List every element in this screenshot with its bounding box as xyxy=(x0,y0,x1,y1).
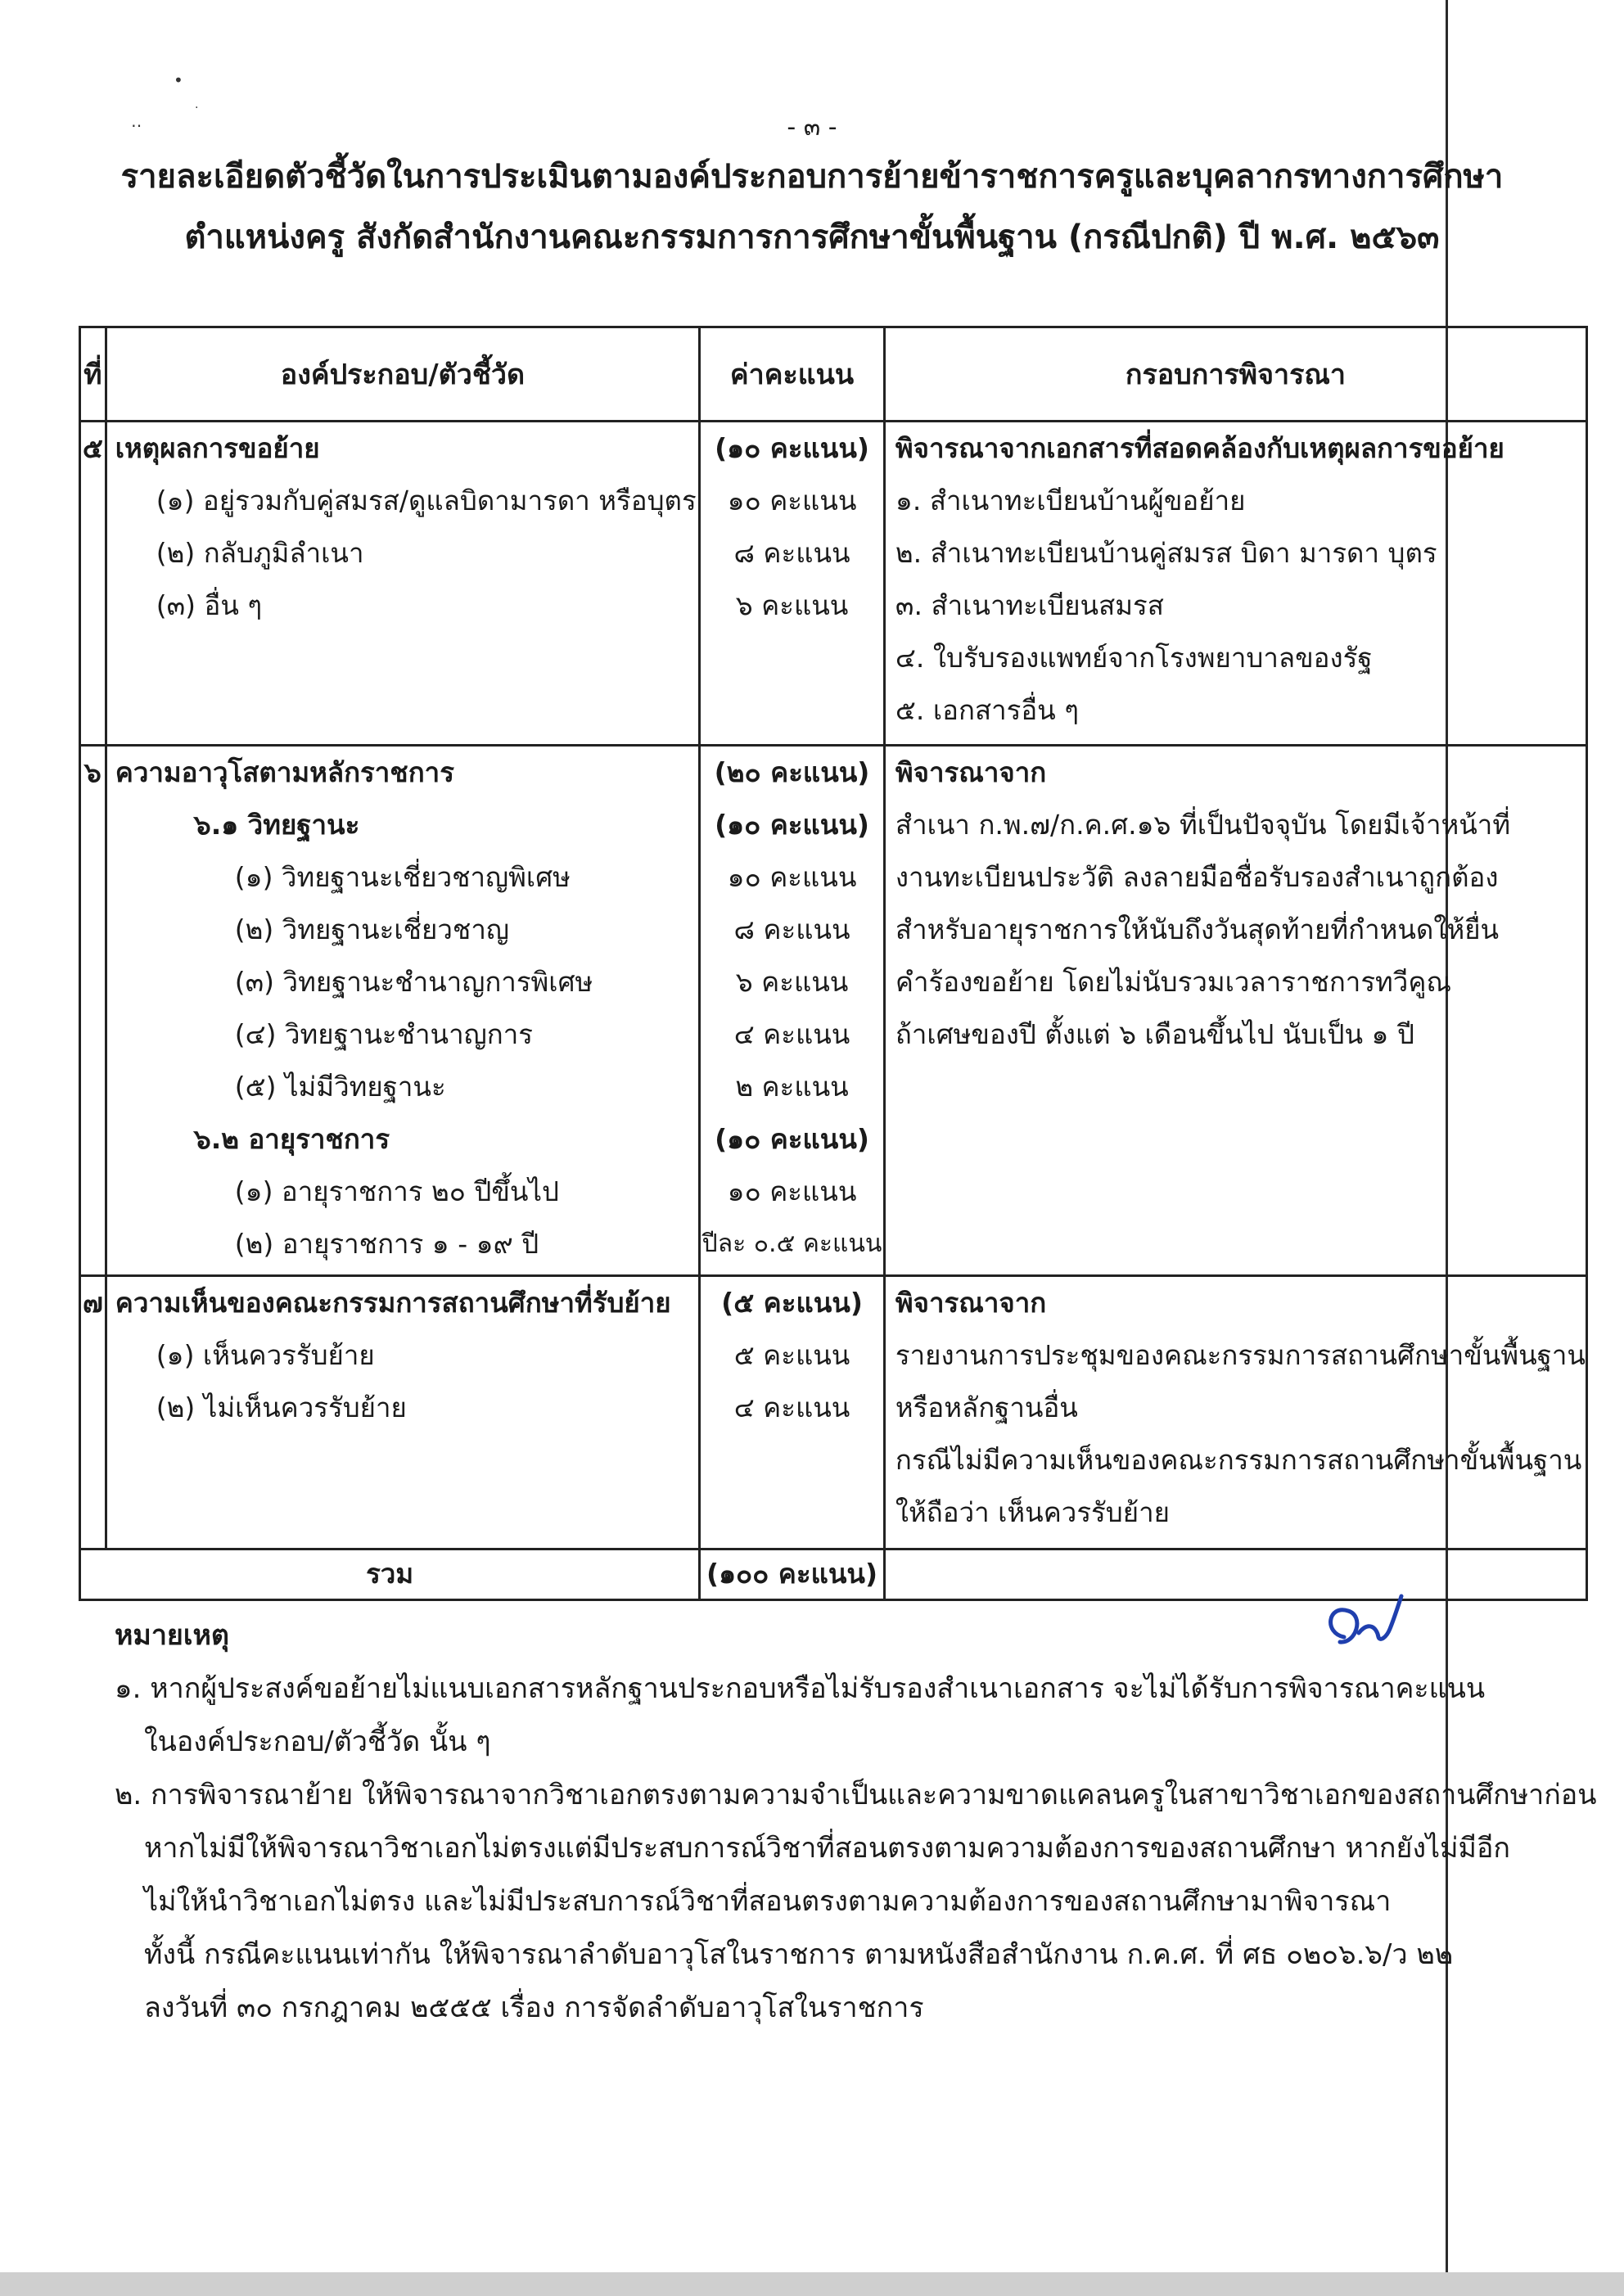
score-value: ๖ คะแนน xyxy=(735,589,849,621)
score-total: (๑๐ คะแนน) xyxy=(715,809,869,841)
scan-speck: · xyxy=(195,101,199,115)
score-value: ๕ คะแนน xyxy=(733,1339,850,1371)
score-total: (๒๐ คะแนน) xyxy=(714,756,870,788)
criteria-line: ๒. สำเนาทะเบียนบ้านคู่สมรส บิดา มารดา บุตร xyxy=(895,537,1437,569)
component-item: (๒) วิทยฐานะเชี่ยวชาญ xyxy=(234,913,509,945)
criteria-line: ๔. ใบรับรองแพทย์จากโรงพยาบาลของรัฐ xyxy=(895,642,1373,674)
scan-speck: • xyxy=(174,70,183,90)
criteria-heading: พิจารณาจาก xyxy=(895,1287,1047,1319)
score-cell xyxy=(700,746,885,1276)
component-item: (๑) เห็นควรรับย้าย xyxy=(156,1339,375,1371)
header-score: ค่าคะแนน xyxy=(700,327,885,422)
component-item: (๓) วิทยฐานะชำนาญการพิเศษ xyxy=(234,966,593,998)
note-line: ลงวันที่ ๓๐ กรกฎาคม ๒๕๕๕ เรื่อง การจัดลำดับอาวุโสในราชการ xyxy=(144,1992,924,2024)
component-heading: ความอาวุโสตามหลักราชการ xyxy=(115,756,454,788)
criteria-heading: พิจารณาจากเอกสารที่สอดคล้องกับเหตุผลการขอย้าย xyxy=(895,432,1504,464)
criteria-cell xyxy=(884,746,1586,1276)
total-label: รวม xyxy=(80,1549,700,1600)
component-heading: เหตุผลการขอย้าย xyxy=(115,432,320,464)
criteria-line: ๑. สำเนาทะเบียนบ้านผู้ขอย้าย xyxy=(895,485,1246,516)
criteria-line: ๕. เอกสารอื่น ๆ xyxy=(895,694,1079,726)
note-line: ทั้งนี้ กรณีคะแนนเท่ากัน ให้พิจารณาลำดับอาวุโสในราชการ ตามหนังสือสำนักงาน ก.ค.ศ. ที่ ศธ ๐๒๐๖.๖/ว ๒๒ xyxy=(144,1938,1454,1971)
criteria-heading: พิจารณาจาก xyxy=(895,756,1047,788)
score-value: ๑๐ คะแนน xyxy=(727,861,857,893)
criteria-line: สำหรับอายุราชการให้นับถึงวันสุดท้ายที่กำหนดให้ยื่น xyxy=(895,913,1500,945)
component-heading: ความเห็นของคณะกรรมการสถานศึกษาที่รับย้าย xyxy=(115,1287,671,1319)
criteria-line: กรณีไม่มีความเห็นของคณะกรรมการสถานศึกษาขั้นพื้นฐาน xyxy=(895,1444,1582,1476)
component-item: (๒) ไม่เห็นควรรับย้าย xyxy=(156,1392,407,1423)
criteria-line: สำเนา ก.พ.๗/ก.ค.ศ.๑๖ ที่เป็นปัจจุบัน โดยมีเจ้าหน้าที่ xyxy=(895,809,1511,841)
score-total: (๑๐ คะแนน) xyxy=(715,432,869,464)
score-cell xyxy=(700,422,885,746)
criteria-line: ๓. สำเนาทะเบียนสมรส xyxy=(895,589,1164,621)
header-no: ที่ xyxy=(80,327,106,422)
component-cell xyxy=(106,422,699,746)
component-item: (๔) วิทยฐานะชำนาญการ xyxy=(234,1018,533,1050)
scan-bottom-band xyxy=(0,2272,1624,2296)
criteria-line: รายงานการประชุมของคณะกรรมการสถานศึกษาขั้นพื้นฐาน xyxy=(895,1339,1586,1371)
document-title-line-2: ตำแหน่งครู สังกัดสำนักงานคณะกรรมการการศึกษาขั้นพื้นฐาน (กรณีปกติ) ปี พ.ศ. ๒๕๖๓ xyxy=(184,219,1440,256)
criteria-line: คำร้องขอย้าย โดยไม่นับรวมเวลาราชการทวีคูณ xyxy=(895,966,1452,998)
header-criteria: กรอบการพิจารณา xyxy=(884,327,1586,422)
score-value: ๘ คะแนน xyxy=(733,537,850,569)
notes-heading: หมายเหตุ xyxy=(115,1619,229,1652)
row-number: ๕ xyxy=(80,422,106,746)
score-value: ๔ คะแนน xyxy=(733,1018,850,1050)
header-component: องค์ประกอบ/ตัวชี้วัด xyxy=(106,327,699,422)
criteria-line: ให้ถือว่า เห็นควรรับย้าย xyxy=(895,1496,1170,1528)
criteria-cell xyxy=(884,1276,1586,1549)
component-subheading: ๖.๑ วิทยฐานะ xyxy=(193,809,360,841)
total-score: (๑๐๐ คะแนน) xyxy=(700,1549,885,1600)
score-total: (๑๐ คะแนน) xyxy=(715,1123,869,1155)
criteria-cell xyxy=(884,422,1586,746)
component-item: (๑) อายุราชการ ๒๐ ปีขึ้นไป xyxy=(234,1175,559,1207)
component-cell xyxy=(106,1276,699,1549)
criteria-line: ถ้าเศษของปี ตั้งแต่ ๖ เดือนขึ้นไป นับเป็น ๑ ปี xyxy=(895,1018,1414,1050)
note-line: ในองค์ประกอบ/ตัวชี้วัด นั้น ๆ xyxy=(144,1725,491,1758)
criteria-table xyxy=(79,326,1588,1601)
component-subheading: ๖.๒ อายุราชการ xyxy=(193,1123,390,1155)
component-item: (๒) กลับภูมิลำเนา xyxy=(156,537,364,569)
note-line: ๑. หากผู้ประสงค์ขอย้ายไม่แนบเอกสารหลักฐานประกอบหรือไม่รับรองสำเนาเอกสาร จะไม่ได้รับการพิจารณาคะแนน xyxy=(115,1672,1486,1705)
note-line: ไม่ให้นำวิชาเอกไม่ตรง และไม่มีประสบการณ์วิชาที่สอนตรงตามความต้องการของสถานศึกษามาพิจารณา xyxy=(144,1885,1392,1918)
note-line: หากไม่มีให้พิจารณาวิชาเอกไม่ตรงแต่มีประสบการณ์วิชาที่สอนตรงตามความต้องการของสถานศึกษา หากยังไม่มีอีก xyxy=(144,1832,1510,1865)
score-value: ๔ คะแนน xyxy=(733,1392,850,1423)
document-title-line-1: รายละเอียดตัวชี้วัดในการประเมินตามองค์ประกอบการย้ายข้าราชการครูและบุคลากรทางการศึกษา xyxy=(120,158,1504,196)
component-item: (๕) ไม่มีวิทยฐานะ xyxy=(234,1071,446,1103)
page-number: - ๓ - xyxy=(787,113,837,142)
note-line: ๒. การพิจารณาย้าย ให้พิจารณาจากวิชาเอกตรงตามความจำเป็นและความขาดแคลนครูในสาขาวิชาเอกของสถานศึกษาก่อน xyxy=(115,1779,1597,1811)
component-item: (๑) อยู่รวมกับคู่สมรส/ดูแลบิดามารดา หรือบุตร xyxy=(156,485,697,516)
score-total: (๕ คะแนน) xyxy=(721,1287,863,1319)
score-value: ปีละ ๐.๕ คะแนน xyxy=(701,1229,882,1258)
scan-speck: ‥ xyxy=(131,111,142,131)
criteria-line: หรือหลักฐานอื่น xyxy=(895,1392,1078,1423)
row-number: ๗ xyxy=(80,1276,106,1549)
score-value: ๒ คะแนน xyxy=(735,1071,849,1103)
score-cell xyxy=(700,1276,885,1549)
component-item: (๓) อื่น ๆ xyxy=(156,589,263,621)
score-value: ๑๐ คะแนน xyxy=(727,485,857,516)
score-value: ๖ คะแนน xyxy=(735,966,849,998)
criteria-line: งานทะเบียนประวัติ ลงลายมือชื่อรับรองสำเนาถูกต้อง xyxy=(895,861,1499,893)
table-row xyxy=(80,746,1587,1276)
component-item: (๑) วิทยฐานะเชี่ยวชาญพิเศษ xyxy=(234,861,571,893)
total-criteria-empty xyxy=(884,1549,1586,1600)
table-header-row xyxy=(80,327,1587,422)
score-value: ๑๐ คะแนน xyxy=(727,1175,857,1207)
row-number: ๖ xyxy=(80,746,106,1276)
notes-section xyxy=(115,1609,1596,2035)
table-row xyxy=(80,422,1587,746)
component-item: (๒) อายุราชการ ๑ - ๑๙ ปี xyxy=(234,1228,539,1260)
score-value: ๘ คะแนน xyxy=(733,913,850,945)
table-row xyxy=(80,1276,1587,1549)
component-cell xyxy=(106,746,699,1276)
